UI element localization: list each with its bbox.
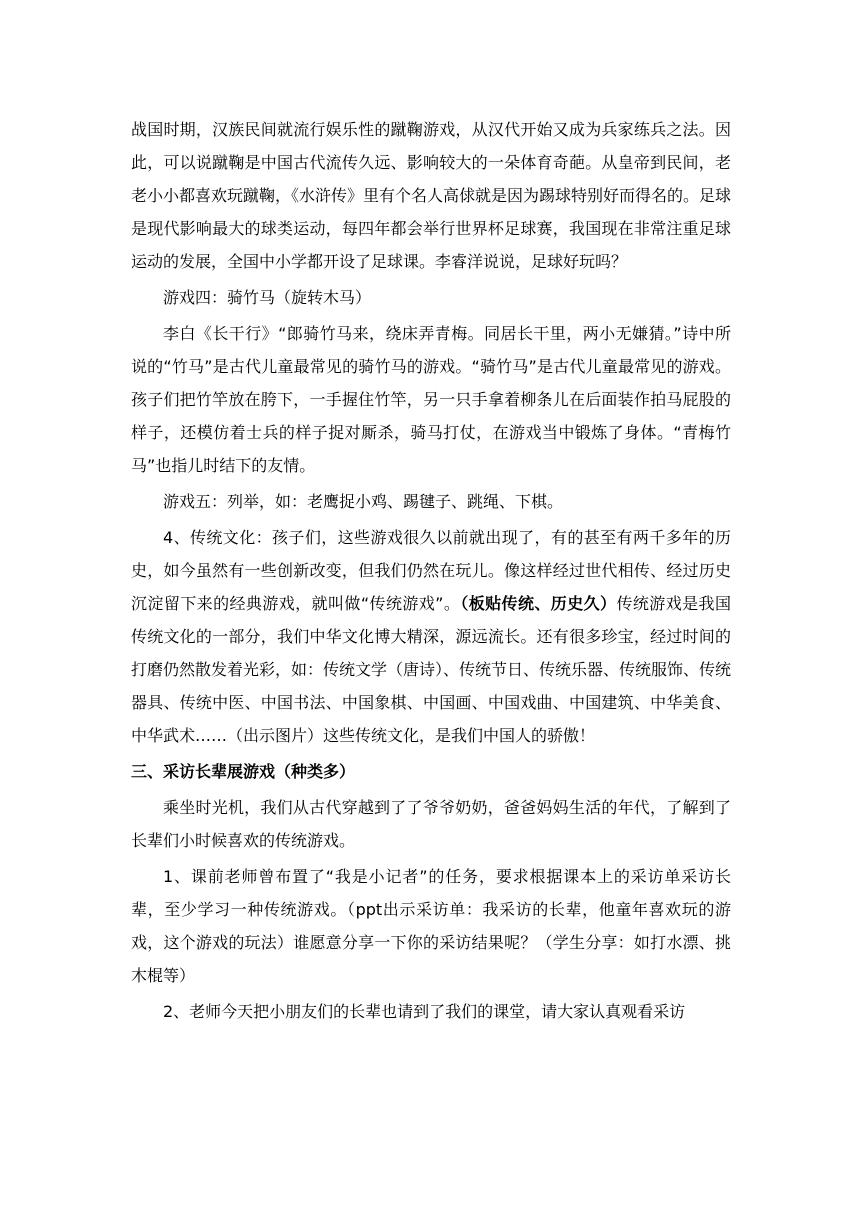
heading-game-four: 游戏四：骑竹马（旋转木马） [163,288,372,307]
document-body [131,113,731,1028]
traditional-culture-text: 4、传统文化：孩子们，这些游戏很久以前就出现了，有的甚至有两千多年的历史，如今虽然有一些创新改变，但我们仍然在玩儿。像这样经过世代相传、经过历史沉淀留下来的经典游戏，就叫做“传统游戏”。 [131,528,731,613]
paragraph-time-machine: 乘坐时光机，我们从古代穿越到了了爷爷奶奶，爸爸妈妈生活的年代，了解到了长辈们小时候喜欢的传统游戏。 [131,798,731,850]
paragraph-bamboo-horse: 李白《长干行》“郎骑竹马来，绕床弄青梅。同居长干里，两小无嫌猜。”诗中所说的“竹马”是古代儿童最常见的骑竹马的游戏。“骑竹马”是古代儿童最常见的游戏。孩子们把竹竿放在胯下，一手握住竹竿，另一只手拿着柳条儿在后面装作拍马屁股的样子，还模仿着士兵的样子捉对厮杀，骑马打仗，在游戏当中锻炼了身体。“青梅竹马”也指儿时结下的友情。 [131,324,731,475]
board-note-bold: （板贴传统、历史久） [460,594,617,613]
paragraph-reporter-task: 1、课前老师曾布置了“我是小记者”的任务，要求根据课本上的采访单采访长辈，至少学习一种传统游戏。（ppt出示采访单：我采访的长辈，他童年喜欢玩的游戏，这个游戏的玩法）谁愿意分享一下你的采访结果呢？（学生分享：如打水漂、挑木棍等） [131,867,731,985]
paragraph-traditional-culture [131,521,731,752]
heading-game-five: 游戏五：列举，如：老鹰捉小鸡、踢毽子、跳绳、下棋。 [163,492,564,511]
paragraph-cuju: 战国时期，汉族民间就流行娱乐性的蹴鞠游戏，从汉代开始又成为兵家练兵之法。因此，可以说蹴鞠是中国古代流传久远、影响较大的一朵体育奇葩。从皇帝到民间，老老小小都喜欢玩蹴鞠，《水浒传》里有个名人高俅就是因为踢球特别好而得名的。足球是现代影响最大的球类运动，每四年都会举行世界杯足球赛，我国现在非常注重足球运动的发展，全国中小学都开设了足球课。李睿洋说说，足球好玩吗？ [131,120,732,271]
paragraph-elders-invited: 2、老师今天把小朋友们的长辈也请到了我们的课堂，请大家认真观看采访 [163,1002,686,1021]
traditional-culture-continued: 传统游戏是我国传统文化的一部分，我们中华文化博大精深，源远流长。还有很多珍宝，经过时间的打磨仍然散发着光彩，如：传统文学（唐诗）、传统节日、传统乐器、传统服饰、传统器具、传统中医、中国书法、中国象棋、中国画、中国戏曲、中国建筑、中华美食、中华武术……（出示图片）这些传统文化，是我们中国人的骄傲！ [131,594,732,745]
section-heading-interview: 三、采访长辈展游戏（种类多） [131,762,356,781]
